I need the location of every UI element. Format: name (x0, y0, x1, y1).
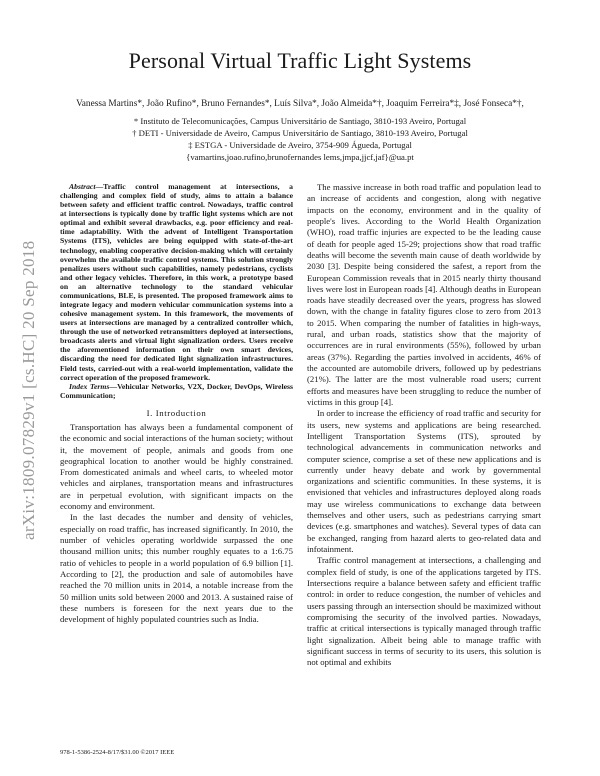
intro-paragraph-5: Traffic control management at intersections, a challenging and complex field of study, is one of the applications targeted by ITS. Intersections require a balance between safety and efficient traffic control: in order to reduce congestion, the number of vehicles and users passing through an intersection should be maximized without compromising the security of the involved parties. Nowadays, traffic at critical intersections is typically managed through traffic light signalization. Albeit being able to manage traffic with significant success in terms of security to its users, this solution is not optimal and exhibits (307, 555, 541, 668)
index-terms-text: —Vehicular Networks, V2X, Docker, DevOps, Wireless Communication; (60, 381, 293, 400)
intro-paragraph-2: In the last decades the number and density of vehicles, especially on road traffic, has increased significantly. In 2010, the number of vehicles operating worldwide surpassed the one thousand million units; this number roughly equates to a 1:6.75 ratio of vehicles to people in a world population of 6.9 billion [1]. According to [2], the production and sale of automobiles have reached the 70 million units in 2014, a notable increase from the 50 million units sold between 2000 and 2013. A sustained raise of these numbers is foreseen for the next years due to the development of highly populated countries such as India. (60, 512, 293, 625)
affiliation-1: * Instituto de Telecomunicações, Campus Universitário de Santiago, 3810-193 Aveiro, Portugal (133, 116, 467, 126)
author-list: Vanessa Martins*, João Rufino*, Bruno Fernandes*, Luís Silva*, João Almeida*†, Joaquim Ferreira*‡, José Fonseca*†, (76, 99, 524, 109)
index-terms-label: Index Terms (69, 381, 110, 391)
paper-title: Personal Virtual Traffic Light Systems (128, 48, 472, 73)
left-column (60, 182, 293, 626)
intro-paragraph-4: In order to increase the efficiency of road traffic and security for its users, new systems and applications are being researched. Intelligent Transportation Systems (ITS), sprouted by technological advancements in communication networks and computer science, comprise a set of these new applications and is currently under heavy debate and work by governmental organizations and scientific communities. In these systems, it is envisioned that vehicles and infrastructures deployed along roads may use wireless communications to exchange data between themselves and other users, such as pedestrians carrying smart devices (e.g. smartphones and watches). Several types of data can be exchanged, ranging from hazard alerts to geo-related data and infotainment. (307, 408, 541, 554)
section-heading-introduction: I. Introduction (146, 407, 207, 418)
affiliation-2: † DETI - Universidade de Aveiro, Campus Universitário de Santiago, 3810-193 Aveiro, Portugal (132, 128, 468, 138)
author-emails: {vamartins,joao.rufino,brunofernandes lems,jmpa,jjcf,jaf}@ua.pt (186, 152, 414, 162)
copyright-notice: 978-1-5386-2524-8/17/$31.00 ©2017 IEEE (60, 749, 175, 756)
right-column (307, 182, 541, 668)
index-terms (60, 382, 293, 400)
affiliation-3: ‡ ESTGA - Universidade de Aveiro, 3754-909 Águeda, Portugal (188, 140, 412, 150)
intro-paragraph-3: The massive increase in both road traffic and population lead to an increase of accidents and congestion, along with negative impacts on the economy, environment and in the quality of people's lives. According to the World Health Organization (WHO), road traffic injuries are expected to be the leading cause of death for people aged 15-29; projections show that road traffic deaths will become the seventh main cause of death worldwide by 2030 [3]. Despite being considered the safest, a report from the European Commission reveals that in 2015 nearly thirty thousand lives were lost in European roads [4]. Although deaths in European roads have steadily decreased over the years, progress has slowed down, with the change in fatality figures close to zero from 2013 to 2015. When comparing the number of fatalities in high-ways, rural, and urban roads, statistics show that the majority of occurrences are in rural environments (55%), followed by urban areas (37%). Regarding the parties involved in accidents, 46% of the accounted are automobile drivers, followed up by pedestrians (21%). The latter are the most vulnerable road users; current efforts and measures have been struggling to reduce the number of victims in this group [4]. (307, 182, 541, 407)
abstract-label: Abstract (69, 182, 96, 191)
abstract-text: —Traffic control management at intersections, a challenging and complex field of study, aims to attain a balance between safety and efficient traffic control. Nowadays, traffic control at intersections is typically done by traffic light systems which are not optimal and exhibit several drawbacks, e.g. poor efficiency and real-time adaptability. With the advent of Intelligent Transportation Systems (ITS), vehicles are being equipped with state-of-the-art technology, enabling cooperative decision-making which will certainly overwhelm the available traffic control systems. This solution strongly penalizes users without such capabilities, namely pedestrians, cyclists and other legacy vehicles. Therefore, in this work, a prototype based on an alternative technology to the standard vehicular communications, BLE, is presented. The proposed framework aims to integrate legacy and modern vehicular communication systems into a cohesive management system. In this framework, the movements of users at intersections are managed by a centralized controller which, through the use of networked retransmitters deployed at intersections, broadcasts alerts and virtual light signalization orders. Users receive the aforementioned information on their own smart devices, discarding the need for dedicated light signalization infrastructures. Field tests, carried-out with a real-world implementation, validate the correct operation of the proposed framework. (60, 182, 293, 382)
arxiv-identifier: arXiv:1809.07829v1 [cs.HC] 20 Sep 2018 (19, 240, 38, 540)
intro-paragraph-1: Transportation has always been a fundamental component of the economic and social interactions of the human society; without it, the movement of people, animals and goods from one geographical location to another would be highly constrained. From domesticated animals and wheel carts, to wheeled motor vehicles and airplanes, transportation means and infrastructures are in perpetual evolution, with significant impacts on the economy and environment. (60, 421, 293, 512)
abstract (60, 182, 293, 382)
